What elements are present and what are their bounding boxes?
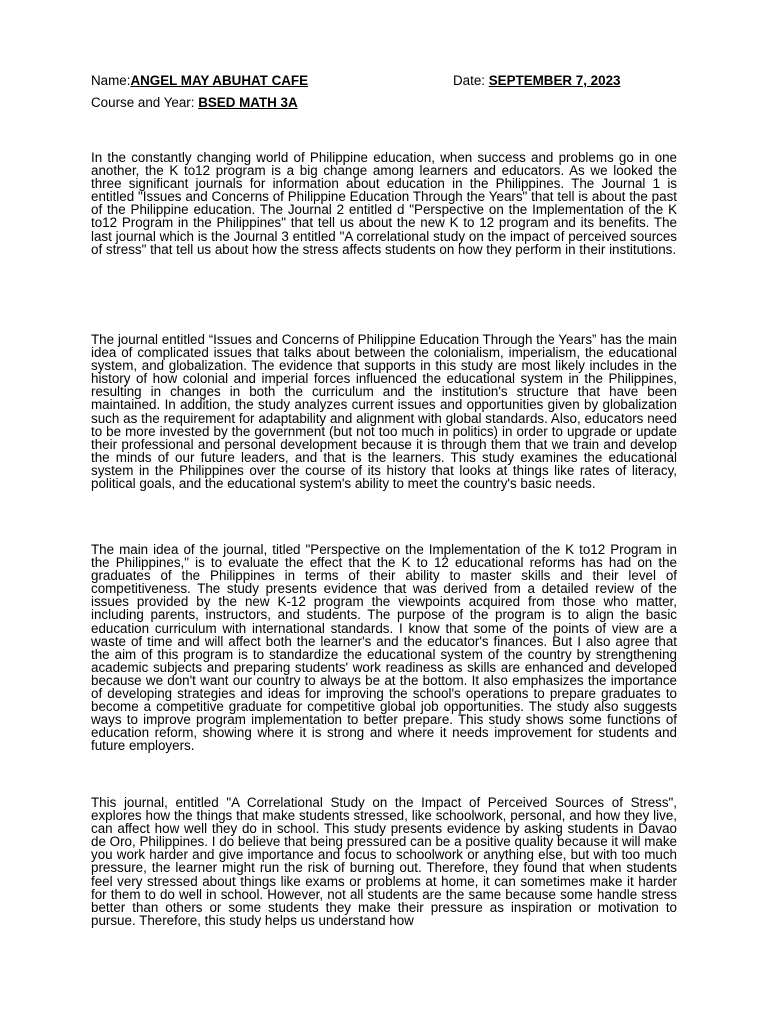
paragraph-journal-2: The main idea of the journal, titled "Perspective on the Implementation of the K to12 Program in the Philippines," is to evaluate the effect that the K to 12 educational reforms has had on the graduates of the Philippines in terms of their ability to master skills and their level of competitiveness. The study presents evidence that was derived from a detailed review of the issues provided by the new K-12 program the viewpoints acquired from those who matter, including parents, instructors, and students. The purpose of the program is to align the basic education curriculum with international standards. I know that some of the points of view are a waste of time and will affect both the learner's and the educator's finances. But I also agree that the aim of this program is to standardize the educational system of the country by strengthening academic subjects and preparing students' work readiness as skills are enhanced and developed because we don't want our country to always be at the bottom. It also emphasizes the importance of developing strategies and ideas for improving the school's operations to prepare graduates to become a competitive graduate for competitive global job opportunities. The study also suggests ways to improve program implementation to better prepare. This study shows some functions of education reform, showing where it is strong and where it needs improvement for students and future employers. [91, 542, 677, 754]
paragraph-journal-1: The journal entitled “Issues and Concerns of Philippine Education Through the Years” has the main idea of complicated issues that talks about between the colonialism, imperialism, the educational system, and globalization. The evidence that supports in this study are most likely includes in the history of how colonial and imperial forces influenced the educational system in the Philippines, resulting in changes in both the curriculum and the institution's structure that have been maintained. In addition, the study analyzes current issues and opportunities given by globalization such as the requirement for adaptability and alignment with global standards. Also, educators need to be more invested by the government (but not too much in politics) in order to upgrade or update their professional and personal development because it is through them that we train and develop the minds of our future leaders, and that is the learners. This study examines the educational system in the Philippines over the course of its history that looks at things like rates of literacy, political goals, and the educational system's ability to meet the country's basic needs. [91, 332, 677, 492]
paragraph-journal-3: This journal, entitled "A Correlational Study on the Impact of Perceived Sources of Stress", explores how the things that make students stressed, like schoolwork, personal, and how they live, can affect how well they do in school. This study presents evidence by asking students in Davao de Oro, Philippines. I do believe that being pressured can be a positive quality because it will make you work harder and give importance and focus to schoolwork or anything else, but with too much pressure, the learner might run the risk of burning out. Therefore, they found that when students feel very stressed about things like exams or problems at home, it can sometimes make it harder for them to do well in school. However, not all students are the same because some handle stress better than others or some students they make their pressure as inspiration or motivation to pursue. Therefore, this study helps us understand how [91, 795, 677, 928]
course-line [91, 95, 298, 111]
date-line [453, 73, 620, 89]
course-label: Course and Year: [91, 95, 199, 110]
name-line [91, 73, 308, 89]
name-value: ANGEL MAY ABUHAT CAFE [130, 73, 309, 88]
date-value: SEPTEMBER 7, 2023 [488, 73, 621, 88]
paragraph-intro: In the constantly changing world of Philippine education, when success and problems go in one another, the K to12 program is a big change among learners and educators. As we looked the three significant journals for information about education in the Philippines. The Journal 1 is entitled "Issues and Concerns of Philippine Education Through the Years" that tell is about the past of the Philippine education. The Journal 2 entitled d "Perspective on the Implementation of the K to12 Program in the Philippines" that tell us about the new K to 12 program and its benefits. The last journal which is the Journal 3 entitled "A correlational study on the impact of perceived sources of stress" that tell us about how the stress affects students on how they perform in their institutions. [91, 150, 677, 257]
course-value: BSED MATH 3A [198, 95, 298, 110]
date-label: Date: [453, 73, 489, 88]
name-label: Name: [91, 73, 131, 88]
